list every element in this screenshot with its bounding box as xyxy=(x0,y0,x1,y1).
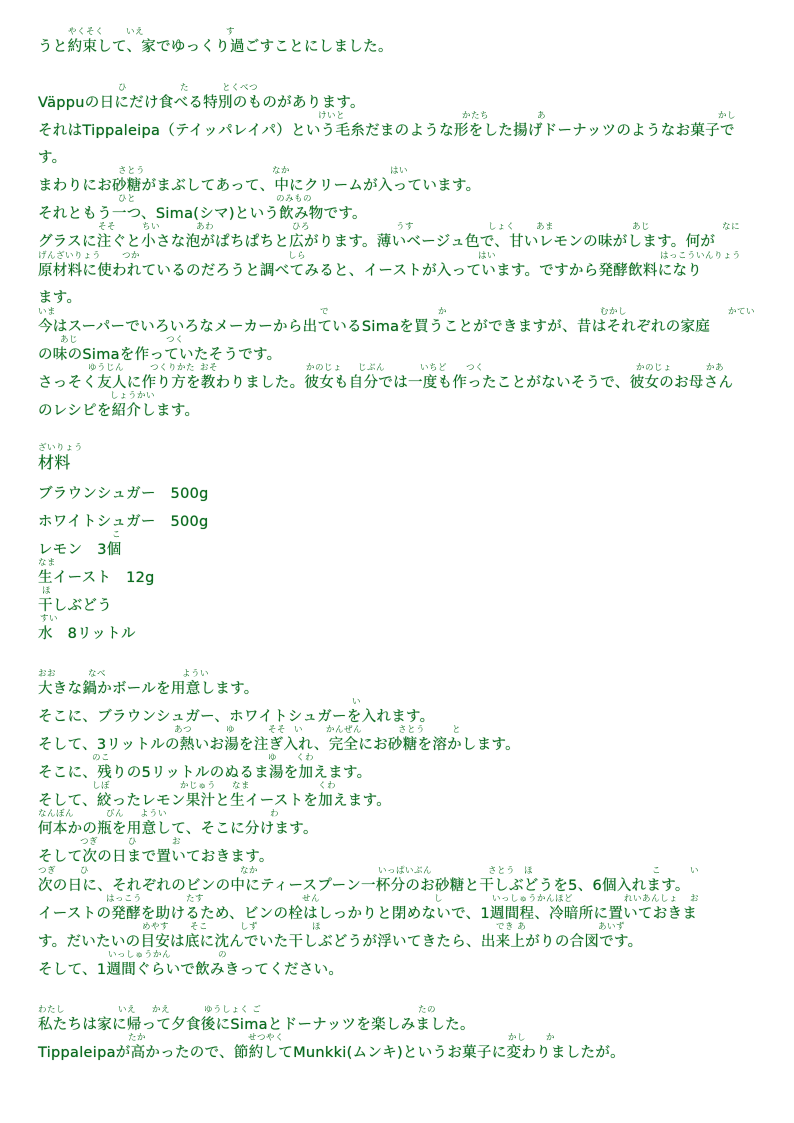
furigana: はい xyxy=(390,166,409,176)
text-line: うと約束して、家でゆっくり過ごすことにしました。 xyxy=(38,39,393,55)
text-line: グラスに注ぐと小さな泡がぱちぱちと広がります。薄いベージュ色で、甘いレモンの味がします。何が xyxy=(38,234,716,250)
ingredient-item: 水 8リットル xyxy=(38,626,136,642)
furigana: つく xyxy=(166,335,185,345)
furigana: ほ xyxy=(42,586,52,596)
furigana: あわ xyxy=(196,222,215,232)
furigana: せん xyxy=(302,894,321,904)
ingredient-item: レモン 3個 xyxy=(38,542,122,558)
furigana: お xyxy=(690,894,700,904)
furigana: ちい xyxy=(142,222,161,232)
furigana: しぼ xyxy=(92,781,111,791)
step-line: そして次の日まで置いておきます。 xyxy=(38,849,274,865)
furigana: しょく xyxy=(488,222,516,232)
furigana: わ xyxy=(270,809,280,819)
furigana: ざいりょう xyxy=(38,443,84,453)
step-line: そこに、残りの5リットルのぬるま湯を加えます。 xyxy=(38,765,372,781)
furigana: ゆうしょく ご xyxy=(204,1005,262,1015)
furigana: はっこう xyxy=(106,894,143,904)
step-line: そして、1週間ぐらいで飲みきってください。 xyxy=(38,962,344,978)
furigana: こ xyxy=(652,866,662,876)
furigana: ほ xyxy=(312,922,322,932)
furigana: ひ xyxy=(80,866,90,876)
furigana: やくそく xyxy=(68,27,105,37)
closing-line: 私たちは家に帰って夕食後にSimaとドーナッツを楽しみました。 xyxy=(38,1017,475,1033)
text-line: さっそく友人に作り方を教わりました。彼女も自分では一度も作ったことがないそうで、彼女のお母さん xyxy=(38,375,734,391)
furigana: けいと xyxy=(318,111,346,121)
furigana: か xyxy=(438,307,448,317)
furigana: し xyxy=(434,894,444,904)
furigana: ひと xyxy=(118,194,137,204)
furigana: か xyxy=(546,1033,556,1043)
text-line: それともう一つ、Sima(シマ)という飲み物です。 xyxy=(38,206,367,222)
furigana: じぶん xyxy=(358,363,386,373)
furigana: ゆ xyxy=(268,753,278,763)
furigana: ゆ xyxy=(226,725,236,735)
step-line: 大きな鍋かボールを用意します。 xyxy=(38,681,259,697)
text-line: の味のSimaを作っていたそうです。 xyxy=(38,347,282,363)
ingredient-item: ホワイトシュガー 500g xyxy=(38,514,209,530)
furigana: いっしゅうかん xyxy=(108,950,172,960)
furigana: かじゅう xyxy=(180,781,217,791)
furigana: たの xyxy=(418,1005,437,1015)
furigana: いっしゅうかんほど xyxy=(492,894,574,904)
furigana: おそ xyxy=(200,363,219,373)
furigana: ほ xyxy=(524,866,534,876)
furigana: かあ xyxy=(706,363,725,373)
text-line: Väppuの日にだけ食べる特別のものがあります。 xyxy=(38,95,365,111)
furigana: はっこういんりょう xyxy=(660,251,742,261)
furigana: い xyxy=(352,697,362,707)
furigana: こ xyxy=(112,530,122,540)
step-line: そこに、ブラウンシュガー、ホワイトシュガーを入れます。 xyxy=(38,709,435,725)
closing-line: Tippaleipaが高かったので、節約してMunkki(ムンキ)というお菓子に変わりましたが。 xyxy=(38,1045,625,1061)
furigana: かし xyxy=(508,1033,527,1043)
step-line: 何本かの瓶を用意して、そこに分けます。 xyxy=(38,821,318,837)
furigana: あいず xyxy=(598,922,626,932)
furigana: めやす xyxy=(142,922,170,932)
furigana: ひ xyxy=(118,83,128,93)
furigana: つぎ xyxy=(80,837,99,847)
furigana: くわ xyxy=(296,753,315,763)
ingredients-heading: 材料 xyxy=(38,453,71,472)
text-line: ます。 xyxy=(38,290,82,306)
furigana: かんぜん xyxy=(326,725,363,735)
step-line: そして、絞ったレモン果汁と生イーストを加えます。 xyxy=(38,793,392,809)
furigana: うす xyxy=(396,222,415,232)
text-line: 今はスーパーでいろいろなメーカーから出ているSimaを買うことができますが、昔はそれぞれの家庭 xyxy=(38,319,711,335)
furigana: さとう xyxy=(488,866,516,876)
step-line: イーストの発酵を助けるため、ビンの栓はしっかりと閉めないで、1週間程、冷暗所に置いておきま xyxy=(38,906,698,922)
step-line: す。だいたいの目安は底に沈んでいた干しぶどうが浮いてきたら、出来上がりの合図です。 xyxy=(38,934,643,950)
furigana: おお xyxy=(38,669,57,679)
furigana: あ xyxy=(537,111,547,121)
furigana: ひ xyxy=(128,837,138,847)
furigana: れいあんしょ xyxy=(624,894,679,904)
ingredient-item: 干しぶどう xyxy=(38,598,112,614)
text-line: まわりにお砂糖がまぶしてあって、中にクリームが入っています。 xyxy=(38,178,481,194)
ingredient-item: ブラウンシュガー 500g xyxy=(38,486,209,502)
furigana: なか xyxy=(240,866,259,876)
furigana: い xyxy=(294,725,304,735)
furigana: かのじょ xyxy=(306,363,343,373)
furigana: と xyxy=(452,725,462,735)
furigana: すい xyxy=(40,614,59,624)
furigana: なま xyxy=(38,558,57,568)
furigana: いっぱいぶん xyxy=(378,866,433,876)
furigana: せつやく xyxy=(248,1033,285,1043)
furigana: いま xyxy=(38,307,57,317)
furigana: そそ xyxy=(98,222,117,232)
furigana: しず xyxy=(240,922,259,932)
furigana: つか xyxy=(122,251,141,261)
furigana: あじ xyxy=(632,222,651,232)
furigana: さとう xyxy=(398,725,426,735)
furigana: そそ xyxy=(268,725,287,735)
furigana: いえ xyxy=(118,1005,137,1015)
furigana: かのじょ xyxy=(636,363,673,373)
furigana: かえ xyxy=(152,1005,171,1015)
furigana: た xyxy=(180,83,190,93)
text-line: のレシピを紹介します。 xyxy=(38,403,200,419)
furigana: くわ xyxy=(318,781,337,791)
step-line: 次の日に、それぞれのビンの中にティースプーン一杯分のお砂糖と干しぶどうを5、6個入れます。 xyxy=(38,878,690,894)
furigana: ゆうじん xyxy=(88,363,125,373)
furigana: たす xyxy=(186,894,205,904)
furigana: つぎ xyxy=(38,866,57,876)
furigana: なま xyxy=(232,781,251,791)
furigana: つくりかた xyxy=(150,363,196,373)
furigana: かたち xyxy=(462,111,490,121)
furigana: でき あ xyxy=(496,922,527,932)
step-line: そして、3リットルの熱いお湯を注ぎ入れ、完全にお砂糖を溶かします。 xyxy=(38,737,520,753)
text-line: 原材料に使われているのだろうと調べてみると、イーストが入っています。ですから発酵飲料になり xyxy=(38,263,703,279)
furigana: たか xyxy=(128,1033,147,1043)
furigana: のみもの xyxy=(276,194,313,204)
furigana: はい xyxy=(478,251,497,261)
furigana: かし xyxy=(718,111,737,121)
furigana: で xyxy=(320,307,330,317)
furigana: げんざいりょう xyxy=(38,251,102,261)
furigana: す xyxy=(226,27,236,37)
text-line: す。 xyxy=(38,150,67,166)
furigana: そこ xyxy=(190,922,209,932)
furigana: の xyxy=(218,950,228,960)
furigana: かてい xyxy=(728,307,756,317)
furigana: い xyxy=(690,866,700,876)
furigana: お xyxy=(172,837,182,847)
furigana: ようい xyxy=(140,809,168,819)
furigana: しょうかい xyxy=(110,391,156,401)
furigana: あつ xyxy=(174,725,193,735)
furigana: びん xyxy=(106,809,125,819)
ingredient-item: 生イースト 12g xyxy=(38,570,155,586)
furigana: ようい xyxy=(182,669,210,679)
furigana: さとう xyxy=(118,166,146,176)
text-line: それはTippaleipa（テイッパレイパ）という毛糸だまのような形をした揚げドーナッツのようなお菓子で xyxy=(38,123,735,139)
furigana: わたし xyxy=(38,1005,66,1015)
furigana: なべ xyxy=(88,669,107,679)
furigana: あじ xyxy=(60,335,79,345)
furigana: あま xyxy=(536,222,555,232)
furigana: むかし xyxy=(600,307,628,317)
furigana: のこ xyxy=(92,753,111,763)
furigana: つく xyxy=(466,363,485,373)
furigana: とくべつ xyxy=(222,83,259,93)
furigana: いちど xyxy=(420,363,448,373)
furigana: しら xyxy=(288,251,307,261)
furigana: なに xyxy=(722,222,741,232)
furigana: ひろ xyxy=(292,222,311,232)
furigana: いえ xyxy=(126,27,145,37)
furigana: なか xyxy=(272,166,291,176)
furigana: なんぼん xyxy=(38,809,75,819)
